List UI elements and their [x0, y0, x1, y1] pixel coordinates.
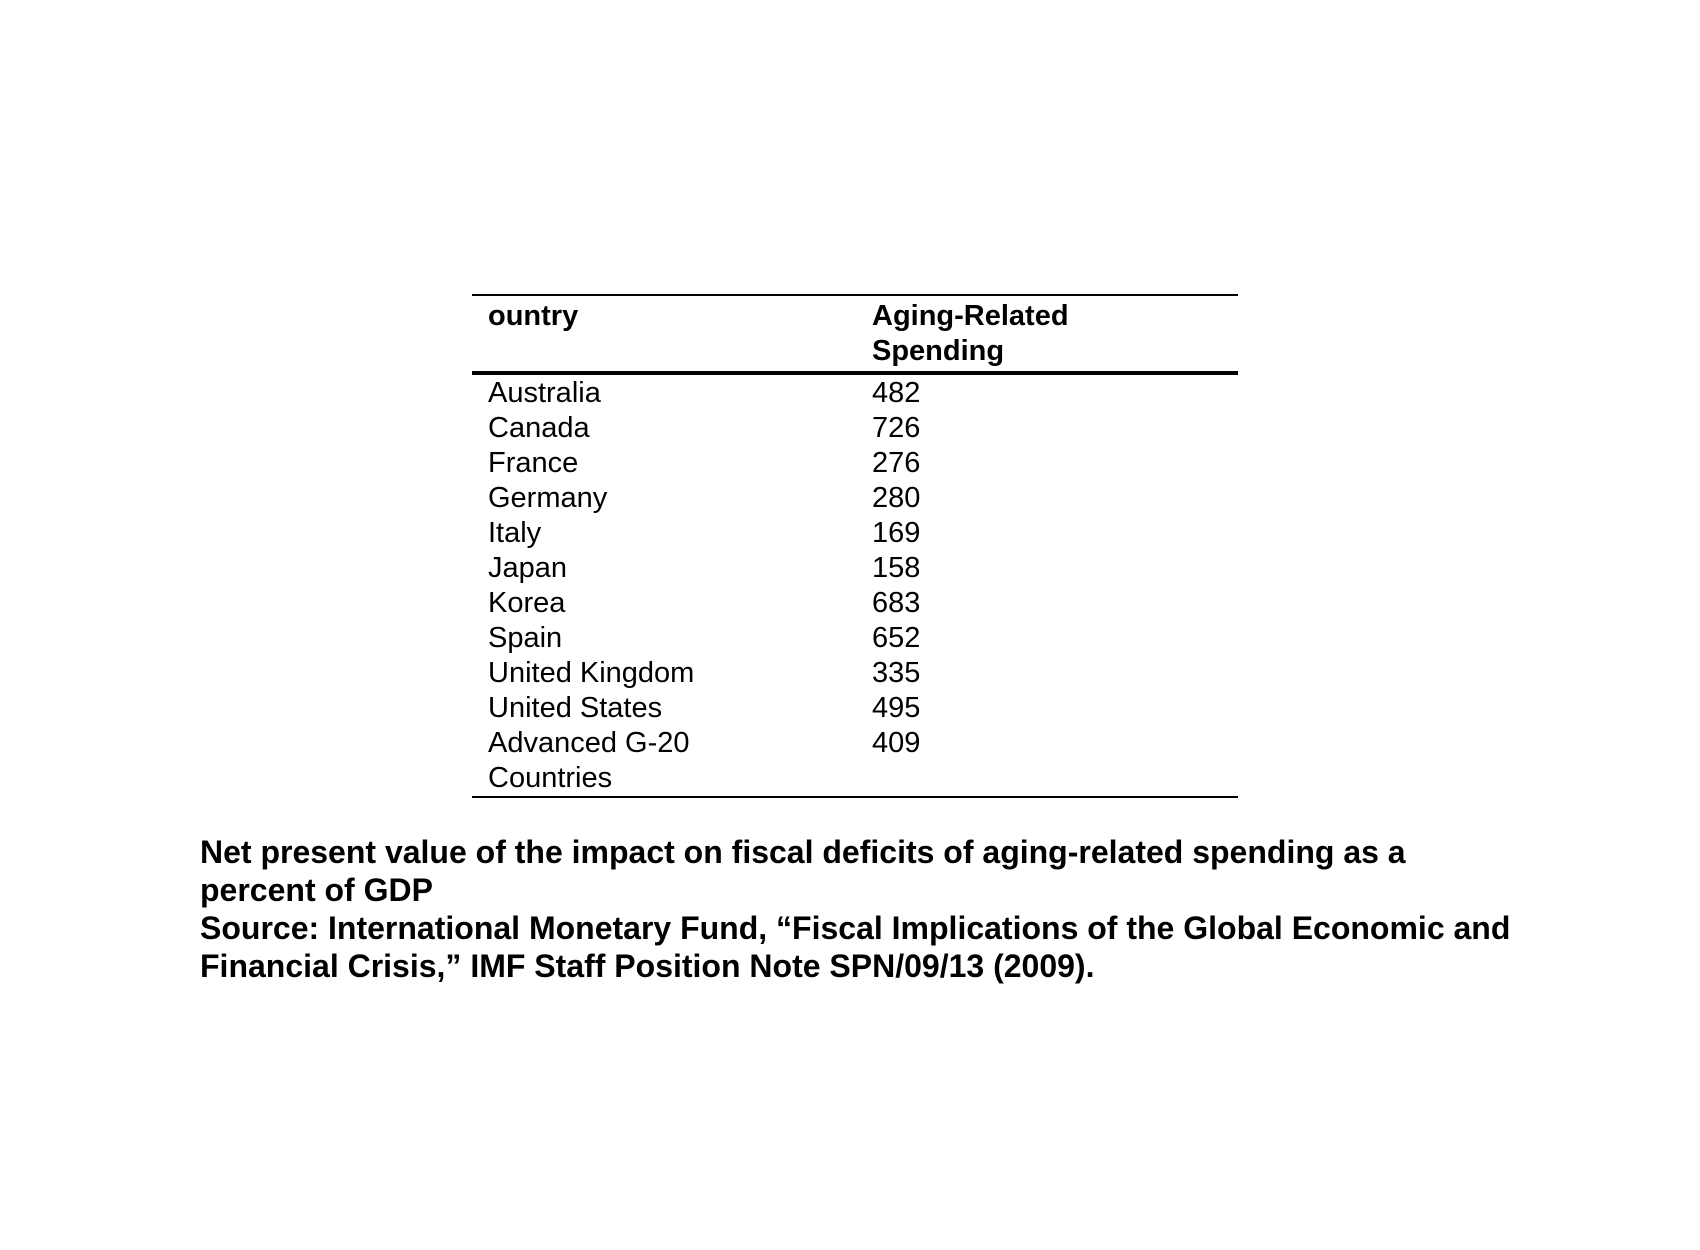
table-row: [472, 516, 1238, 551]
country-cell: Advanced G-20 Countries: [472, 726, 872, 797]
spending-cell: 726: [872, 412, 921, 444]
spending-cell: 276: [872, 447, 921, 479]
table-caption: [200, 833, 1520, 985]
spending-cell: 409: [872, 726, 1238, 797]
country-cell: Canada: [488, 412, 590, 444]
caption-description: Net present value of the impact on fiscal deficits of aging-related spending as a percent of GDP: [200, 834, 1406, 908]
spending-cell: 652: [872, 622, 921, 654]
spending-cell: 169: [872, 517, 921, 549]
country-cell: France: [488, 447, 579, 479]
table-row: [472, 586, 1238, 621]
table-row: [472, 726, 1238, 797]
spending-cell: 335: [872, 657, 921, 689]
caption-source: Source: International Monetary Fund, “Fiscal Implications of the Global Economic and Financial Crisis,” IMF Staff Position Note SPN/09/13 (2009).: [200, 910, 1511, 984]
country-cell: Australia: [488, 377, 601, 409]
table-header-row: [472, 295, 1238, 373]
spending-column-header: Aging-Related Spending: [872, 295, 1238, 373]
spending-cell: 482: [872, 377, 921, 409]
country-cell: United States: [488, 692, 663, 724]
table-row: [472, 656, 1238, 691]
spending-cell: 495: [872, 692, 921, 724]
country-cell: Italy: [488, 517, 542, 549]
spending-cell: 280: [872, 482, 921, 514]
table-row: [472, 691, 1238, 726]
spending-cell: 158: [872, 552, 921, 584]
table-row: [472, 551, 1238, 586]
table-row: [472, 446, 1238, 481]
spending-cell: 683: [872, 587, 921, 619]
country-cell: Japan: [488, 552, 568, 584]
country-cell: Germany: [488, 482, 608, 514]
table-row: [472, 621, 1238, 656]
country-column-header: ountry: [472, 295, 872, 373]
country-cell: Spain: [488, 622, 563, 654]
table-row: [472, 411, 1238, 446]
aging-spending-table: [472, 294, 1238, 798]
table-row: [472, 373, 1238, 411]
table-row: [472, 481, 1238, 516]
country-cell: United Kingdom: [488, 657, 695, 689]
country-cell: Korea: [488, 587, 566, 619]
